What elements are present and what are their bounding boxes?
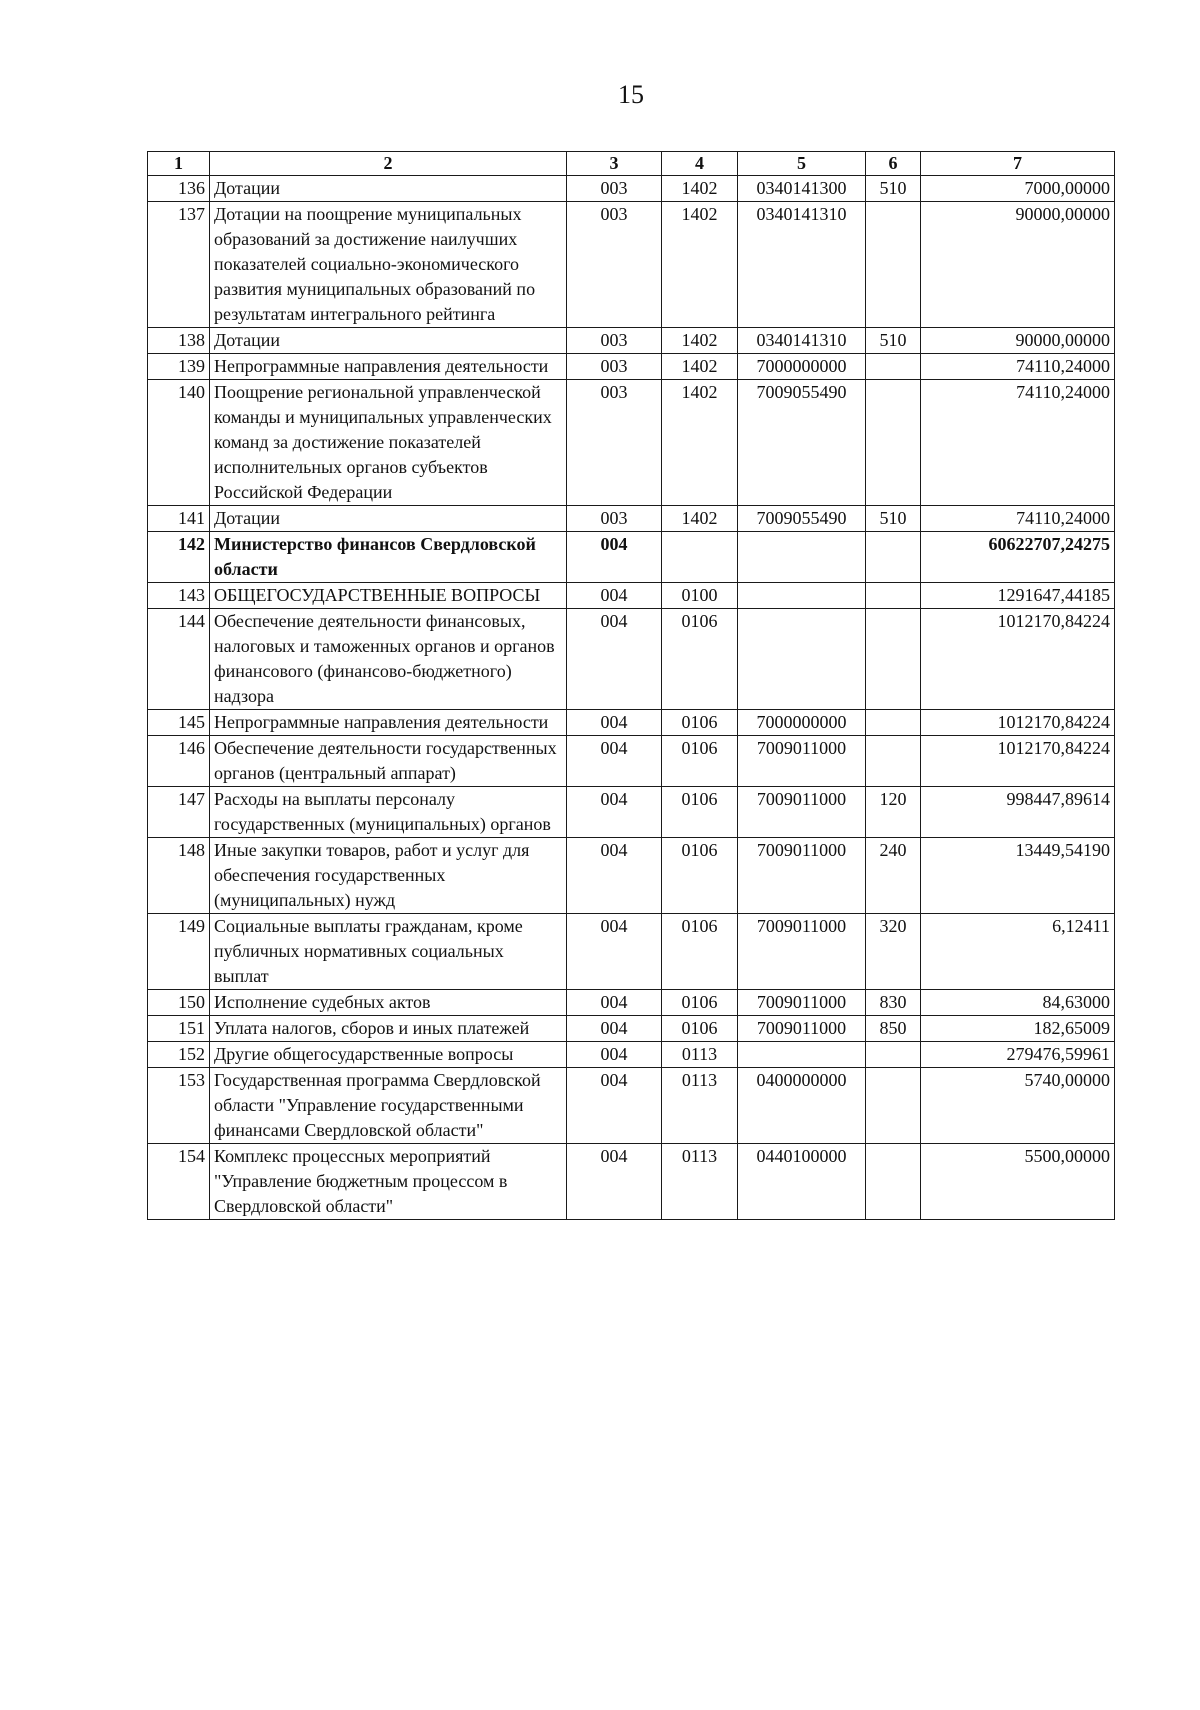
column-header: 1 xyxy=(148,152,210,176)
section-code-cell: 0106 xyxy=(662,838,738,914)
table-row xyxy=(148,736,1115,787)
item-name-cell: Иные закупки товаров, работ и услуг для обеспечения государственных (муниципальных) нужд xyxy=(210,838,567,914)
row-number-cell: 138 xyxy=(148,328,210,354)
ministry-code-cell: 003 xyxy=(567,202,662,328)
expense-type-cell: 120 xyxy=(866,787,921,838)
target-article-cell xyxy=(738,609,866,710)
ministry-code-cell: 004 xyxy=(567,990,662,1016)
table-header-row xyxy=(148,152,1115,176)
target-article-cell xyxy=(738,583,866,609)
ministry-code-cell: 003 xyxy=(567,354,662,380)
expense-type-cell xyxy=(866,380,921,506)
item-name-cell: Дотации xyxy=(210,328,567,354)
ministry-code-cell: 004 xyxy=(567,736,662,787)
page-number: 15 xyxy=(618,80,644,109)
table-row xyxy=(148,380,1115,506)
table-row xyxy=(148,838,1115,914)
item-name-cell: Непрограммные направления деятельности xyxy=(210,354,567,380)
expense-type-cell xyxy=(866,1042,921,1068)
expense-type-cell: 320 xyxy=(866,914,921,990)
ministry-code-cell: 004 xyxy=(567,583,662,609)
section-code-cell: 1402 xyxy=(662,176,738,202)
amount-cell: 7000,00000 xyxy=(921,176,1115,202)
item-name-cell: Расходы на выплаты персоналу государственных (муниципальных) органов xyxy=(210,787,567,838)
expense-type-cell xyxy=(866,532,921,583)
ministry-code-cell: 003 xyxy=(567,328,662,354)
section-code-cell: 0106 xyxy=(662,914,738,990)
row-number-cell: 139 xyxy=(148,354,210,380)
expense-type-cell xyxy=(866,710,921,736)
ministry-code-cell: 004 xyxy=(567,532,662,583)
target-article-cell: 0340141310 xyxy=(738,202,866,328)
target-article-cell xyxy=(738,532,866,583)
section-code-cell: 0100 xyxy=(662,583,738,609)
item-name-cell: Дотации xyxy=(210,506,567,532)
ministry-code-cell: 004 xyxy=(567,787,662,838)
ministry-code-cell: 004 xyxy=(567,1144,662,1220)
row-number-cell: 149 xyxy=(148,914,210,990)
expense-type-cell xyxy=(866,583,921,609)
ministry-code-cell: 004 xyxy=(567,1016,662,1042)
row-number-cell: 154 xyxy=(148,1144,210,1220)
expense-type-cell: 510 xyxy=(866,176,921,202)
item-name-cell: Уплата налогов, сборов и иных платежей xyxy=(210,1016,567,1042)
row-number-cell: 145 xyxy=(148,710,210,736)
row-number-cell: 146 xyxy=(148,736,210,787)
row-number-cell: 150 xyxy=(148,990,210,1016)
amount-cell: 74110,24000 xyxy=(921,506,1115,532)
row-number-cell: 151 xyxy=(148,1016,210,1042)
target-article-cell: 0340141300 xyxy=(738,176,866,202)
ministry-code-cell: 003 xyxy=(567,506,662,532)
row-number-cell: 141 xyxy=(148,506,210,532)
section-code-cell: 1402 xyxy=(662,380,738,506)
column-header: 4 xyxy=(662,152,738,176)
amount-cell: 90000,00000 xyxy=(921,328,1115,354)
ministry-code-cell: 003 xyxy=(567,176,662,202)
table-row xyxy=(148,914,1115,990)
target-article-cell: 7009011000 xyxy=(738,1016,866,1042)
table-row xyxy=(148,506,1115,532)
expense-type-cell: 830 xyxy=(866,990,921,1016)
amount-cell: 182,65009 xyxy=(921,1016,1115,1042)
table-body xyxy=(148,176,1115,1220)
target-article-cell: 0400000000 xyxy=(738,1068,866,1144)
row-number-cell: 136 xyxy=(148,176,210,202)
item-name-cell: Дотации на поощрение муниципальных образований за достижение наилучших показателей социально-экономического развития муниципальных образований по результатам интегрального рейтинга xyxy=(210,202,567,328)
section-code-cell: 0106 xyxy=(662,736,738,787)
amount-cell: 1012170,84224 xyxy=(921,609,1115,710)
item-name-cell: Поощрение региональной управленческой команды и муниципальных управленческих команд за достижение показателей исполнительных органов субъектов Российской Федерации xyxy=(210,380,567,506)
item-name-cell: Дотации xyxy=(210,176,567,202)
target-article-cell: 7009055490 xyxy=(738,506,866,532)
expense-type-cell xyxy=(866,609,921,710)
target-article-cell: 7009011000 xyxy=(738,787,866,838)
row-number-cell: 144 xyxy=(148,609,210,710)
item-name-cell: Социальные выплаты гражданам, кроме публичных нормативных социальных выплат xyxy=(210,914,567,990)
table-row xyxy=(148,1042,1115,1068)
amount-cell: 1291647,44185 xyxy=(921,583,1115,609)
column-header: 3 xyxy=(567,152,662,176)
item-name-cell: Министерство финансов Свердловской области xyxy=(210,532,567,583)
expense-type-cell: 240 xyxy=(866,838,921,914)
expense-type-cell xyxy=(866,736,921,787)
column-header: 5 xyxy=(738,152,866,176)
amount-cell: 6,12411 xyxy=(921,914,1115,990)
expense-type-cell xyxy=(866,202,921,328)
section-code-cell: 1402 xyxy=(662,202,738,328)
target-article-cell: 7000000000 xyxy=(738,710,866,736)
item-name-cell: Комплекс процессных мероприятий "Управление бюджетным процессом в Свердловской области" xyxy=(210,1144,567,1220)
section-code-cell: 0113 xyxy=(662,1042,738,1068)
expense-type-cell xyxy=(866,354,921,380)
ministry-code-cell: 004 xyxy=(567,914,662,990)
amount-cell: 74110,24000 xyxy=(921,354,1115,380)
item-name-cell: Обеспечение деятельности финансовых, налоговых и таможенных органов и органов финансового (финансово-бюджетного) надзора xyxy=(210,609,567,710)
section-code-cell: 0106 xyxy=(662,1016,738,1042)
target-article-cell: 7009011000 xyxy=(738,990,866,1016)
expense-type-cell: 850 xyxy=(866,1016,921,1042)
amount-cell: 84,63000 xyxy=(921,990,1115,1016)
table-row xyxy=(148,1068,1115,1144)
section-code-cell: 1402 xyxy=(662,328,738,354)
target-article-cell: 7009011000 xyxy=(738,736,866,787)
expense-type-cell: 510 xyxy=(866,506,921,532)
table-row xyxy=(148,202,1115,328)
section-code-cell: 0106 xyxy=(662,710,738,736)
amount-cell: 13449,54190 xyxy=(921,838,1115,914)
amount-cell: 90000,00000 xyxy=(921,202,1115,328)
expense-type-cell xyxy=(866,1068,921,1144)
ministry-code-cell: 004 xyxy=(567,710,662,736)
target-article-cell: 0340141310 xyxy=(738,328,866,354)
expense-type-cell: 510 xyxy=(866,328,921,354)
item-name-cell: Обеспечение деятельности государственных органов (центральный аппарат) xyxy=(210,736,567,787)
column-header: 2 xyxy=(210,152,567,176)
section-code-cell: 0106 xyxy=(662,787,738,838)
table-row xyxy=(148,176,1115,202)
target-article-cell: 0440100000 xyxy=(738,1144,866,1220)
item-name-cell: ОБЩЕГОСУДАРСТВЕННЫЕ ВОПРОСЫ xyxy=(210,583,567,609)
item-name-cell: Непрограммные направления деятельности xyxy=(210,710,567,736)
item-name-cell: Другие общегосударственные вопросы xyxy=(210,1042,567,1068)
section-code-cell: 0106 xyxy=(662,990,738,1016)
section-code-cell: 0113 xyxy=(662,1068,738,1144)
row-number-cell: 147 xyxy=(148,787,210,838)
section-code-cell: 1402 xyxy=(662,506,738,532)
amount-cell: 5740,00000 xyxy=(921,1068,1115,1144)
row-number-cell: 152 xyxy=(148,1042,210,1068)
row-number-cell: 137 xyxy=(148,202,210,328)
expense-type-cell xyxy=(866,1144,921,1220)
ministry-code-cell: 004 xyxy=(567,1068,662,1144)
section-code-cell xyxy=(662,532,738,583)
column-header: 6 xyxy=(866,152,921,176)
amount-cell: 74110,24000 xyxy=(921,380,1115,506)
table-row xyxy=(148,990,1115,1016)
amount-cell: 279476,59961 xyxy=(921,1042,1115,1068)
amount-cell: 1012170,84224 xyxy=(921,736,1115,787)
ministry-code-cell: 004 xyxy=(567,838,662,914)
row-number-cell: 140 xyxy=(148,380,210,506)
item-name-cell: Государственная программа Свердловской области "Управление государственными финансами Свердловской области" xyxy=(210,1068,567,1144)
amount-cell: 60622707,24275 xyxy=(921,532,1115,583)
table-row xyxy=(148,532,1115,583)
target-article-cell: 7009011000 xyxy=(738,838,866,914)
section-code-cell: 1402 xyxy=(662,354,738,380)
budget-table xyxy=(147,151,1115,1220)
column-header: 7 xyxy=(921,152,1115,176)
table-row xyxy=(148,1016,1115,1042)
row-number-cell: 142 xyxy=(148,532,210,583)
item-name-cell: Исполнение судебных актов xyxy=(210,990,567,1016)
table-row xyxy=(148,787,1115,838)
table-row xyxy=(148,328,1115,354)
table-row xyxy=(148,354,1115,380)
row-number-cell: 153 xyxy=(148,1068,210,1144)
section-code-cell: 0113 xyxy=(662,1144,738,1220)
amount-cell: 998447,89614 xyxy=(921,787,1115,838)
target-article-cell: 7009055490 xyxy=(738,380,866,506)
ministry-code-cell: 003 xyxy=(567,380,662,506)
section-code-cell: 0106 xyxy=(662,609,738,710)
target-article-cell: 7000000000 xyxy=(738,354,866,380)
target-article-cell xyxy=(738,1042,866,1068)
table-row xyxy=(148,710,1115,736)
table-row xyxy=(148,1144,1115,1220)
ministry-code-cell: 004 xyxy=(567,609,662,710)
row-number-cell: 143 xyxy=(148,583,210,609)
target-article-cell: 7009011000 xyxy=(738,914,866,990)
row-number-cell: 148 xyxy=(148,838,210,914)
ministry-code-cell: 004 xyxy=(567,1042,662,1068)
amount-cell: 1012170,84224 xyxy=(921,710,1115,736)
table-row xyxy=(148,609,1115,710)
amount-cell: 5500,00000 xyxy=(921,1144,1115,1220)
table-row xyxy=(148,583,1115,609)
